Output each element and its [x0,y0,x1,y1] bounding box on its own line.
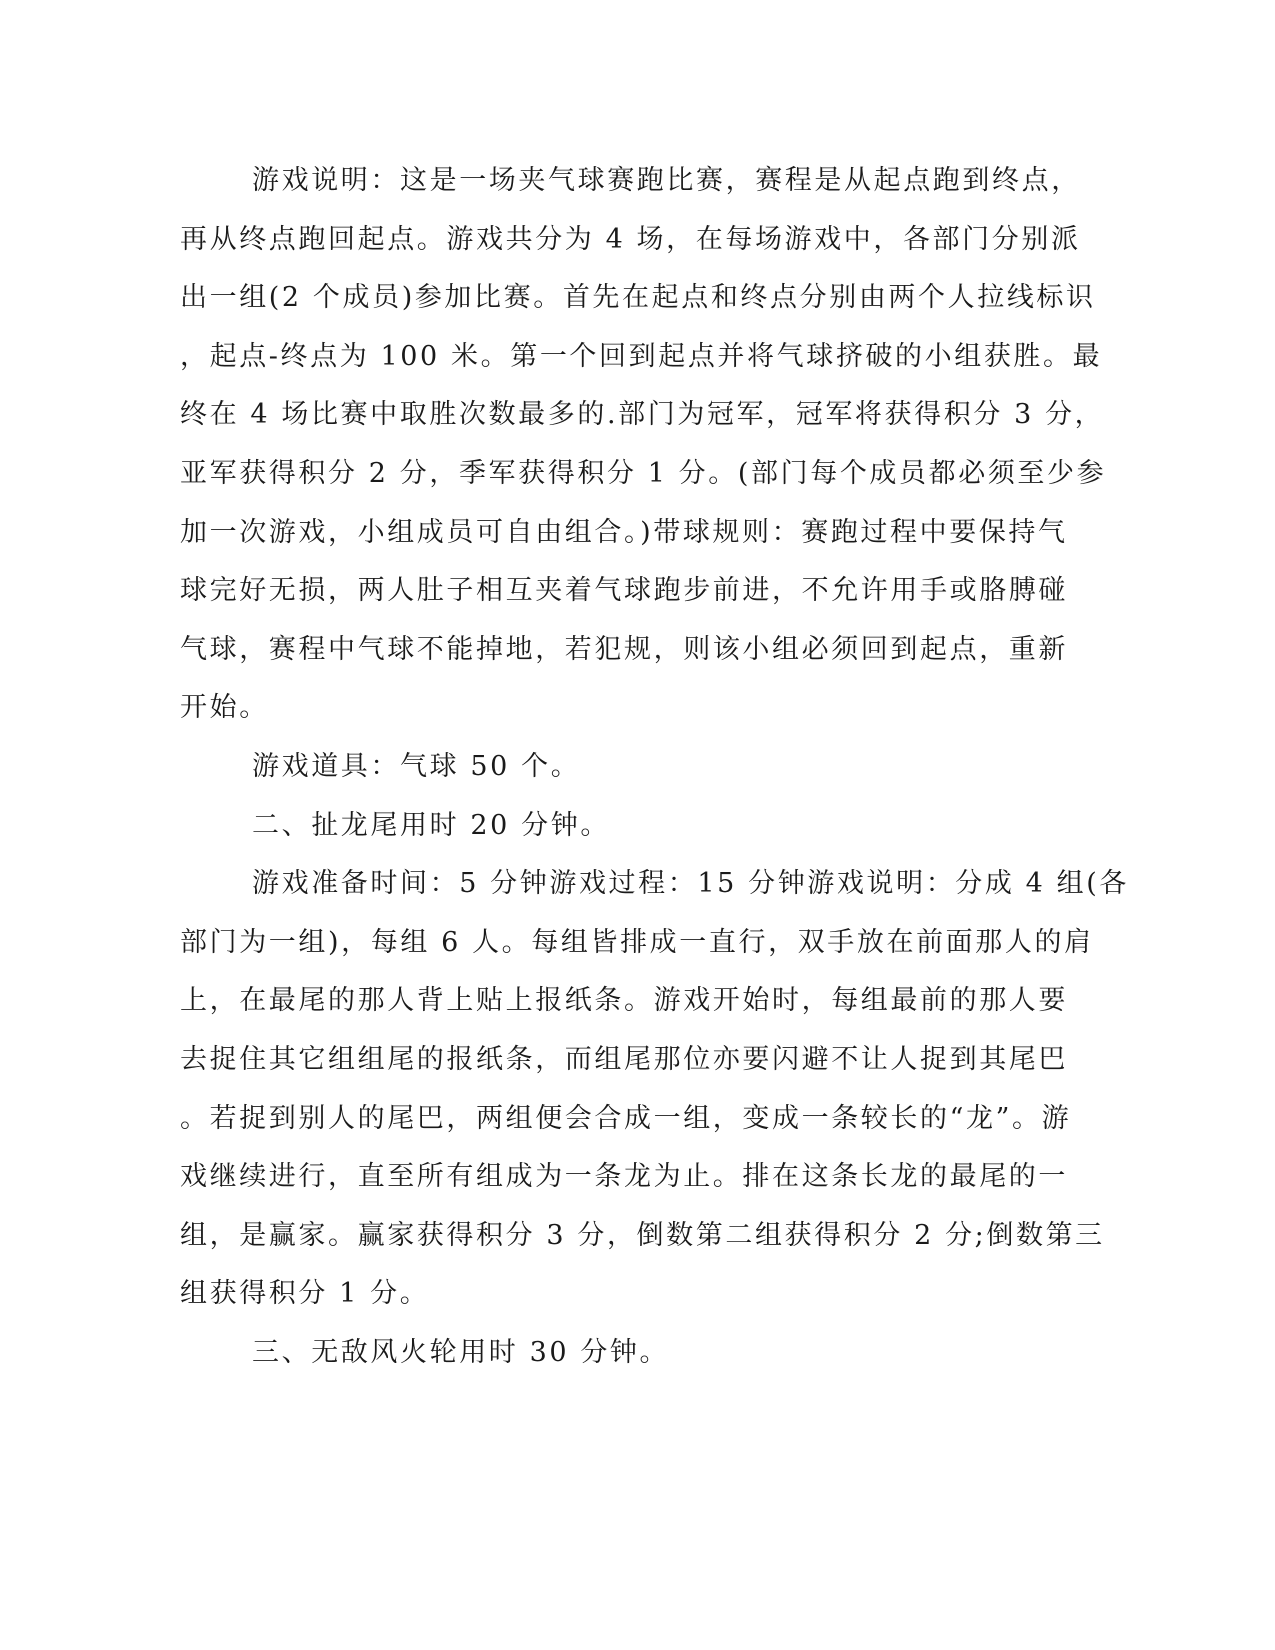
text-line: 戏继续进行，直至所有组成为一条龙为止。排在这条长龙的最尾的一 [180,1161,1068,1193]
text-line: 亚军获得积分 2 分，季军获得积分 1 分。(部门每个成员都必须至少参 [180,457,1107,489]
paragraph-balloon-race-description [180,152,1107,738]
paragraph-game-props [180,738,1030,797]
text-line: 组获得积分 1 分。 [180,1278,430,1310]
text-line: ，起点-终点为 100 米。第一个回到起点并将气球挤破的小组获胜。最 [180,340,1103,372]
text-line: 再从终点跑回起点。游戏共分为 4 场，在每场游戏中，各部门分别派 [180,223,1081,255]
text-line: 游戏道具：气球 50 个。 [252,750,581,782]
text-line: 三、无敌风火轮用时 30 分钟。 [252,1336,670,1368]
paragraph-dragon-tail-description [180,855,1129,1324]
text-line: 部门为一组)，每组 6 人。每组皆排成一直行，双手放在前面那人的肩 [180,926,1094,958]
text-line: 出一组(2 个成员)参加比赛。首先在起点和终点分别由两个人拉线标识 [180,282,1096,314]
text-line: 上，在最尾的那人背上贴上报纸条。游戏开始时，每组最前的那人要 [180,985,1068,1017]
text-line: 加一次游戏，小组成员可自由组合。)带球规则：赛跑过程中要保持气 [180,516,1068,548]
text-line: 气球，赛程中气球不能掉地，若犯规，则该小组必须回到起点，重新 [180,633,1068,665]
text-line: 游戏说明：这是一场夹气球赛跑比赛，赛程是从起点跑到终点， [252,165,1081,196]
text-line: 去捉住其它组组尾的报纸条，而组尾那位亦要闪避不让人捉到其尾巴 [180,1043,1068,1075]
document-body [180,152,1129,1382]
text-line: 球完好无损，两人肚子相互夹着气球跑步前进，不允许用手或胳膊碰 [180,575,1068,607]
text-line: 二、扯龙尾用时 20 分钟。 [252,809,610,841]
text-line: 组，是赢家。赢家获得积分 3 分，倒数第二组获得积分 2 分;倒数第三 [180,1219,1105,1251]
section-heading-wind-fire-wheel [180,1324,1030,1383]
text-line: 。若捉到别人的尾巴，两组便会合成一组，变成一条较长的“龙”。游 [180,1102,1072,1134]
text-line: 终在 4 场比赛中取胜次数最多的.部门为冠军，冠军将获得积分 3 分， [180,399,1105,431]
section-heading-dragon-tail [180,797,1030,856]
text-line: 开始。 [180,692,269,724]
text-line: 游戏准备时间：5 分钟游戏过程：15 分钟游戏说明：分成 4 组(各 [252,868,1129,900]
